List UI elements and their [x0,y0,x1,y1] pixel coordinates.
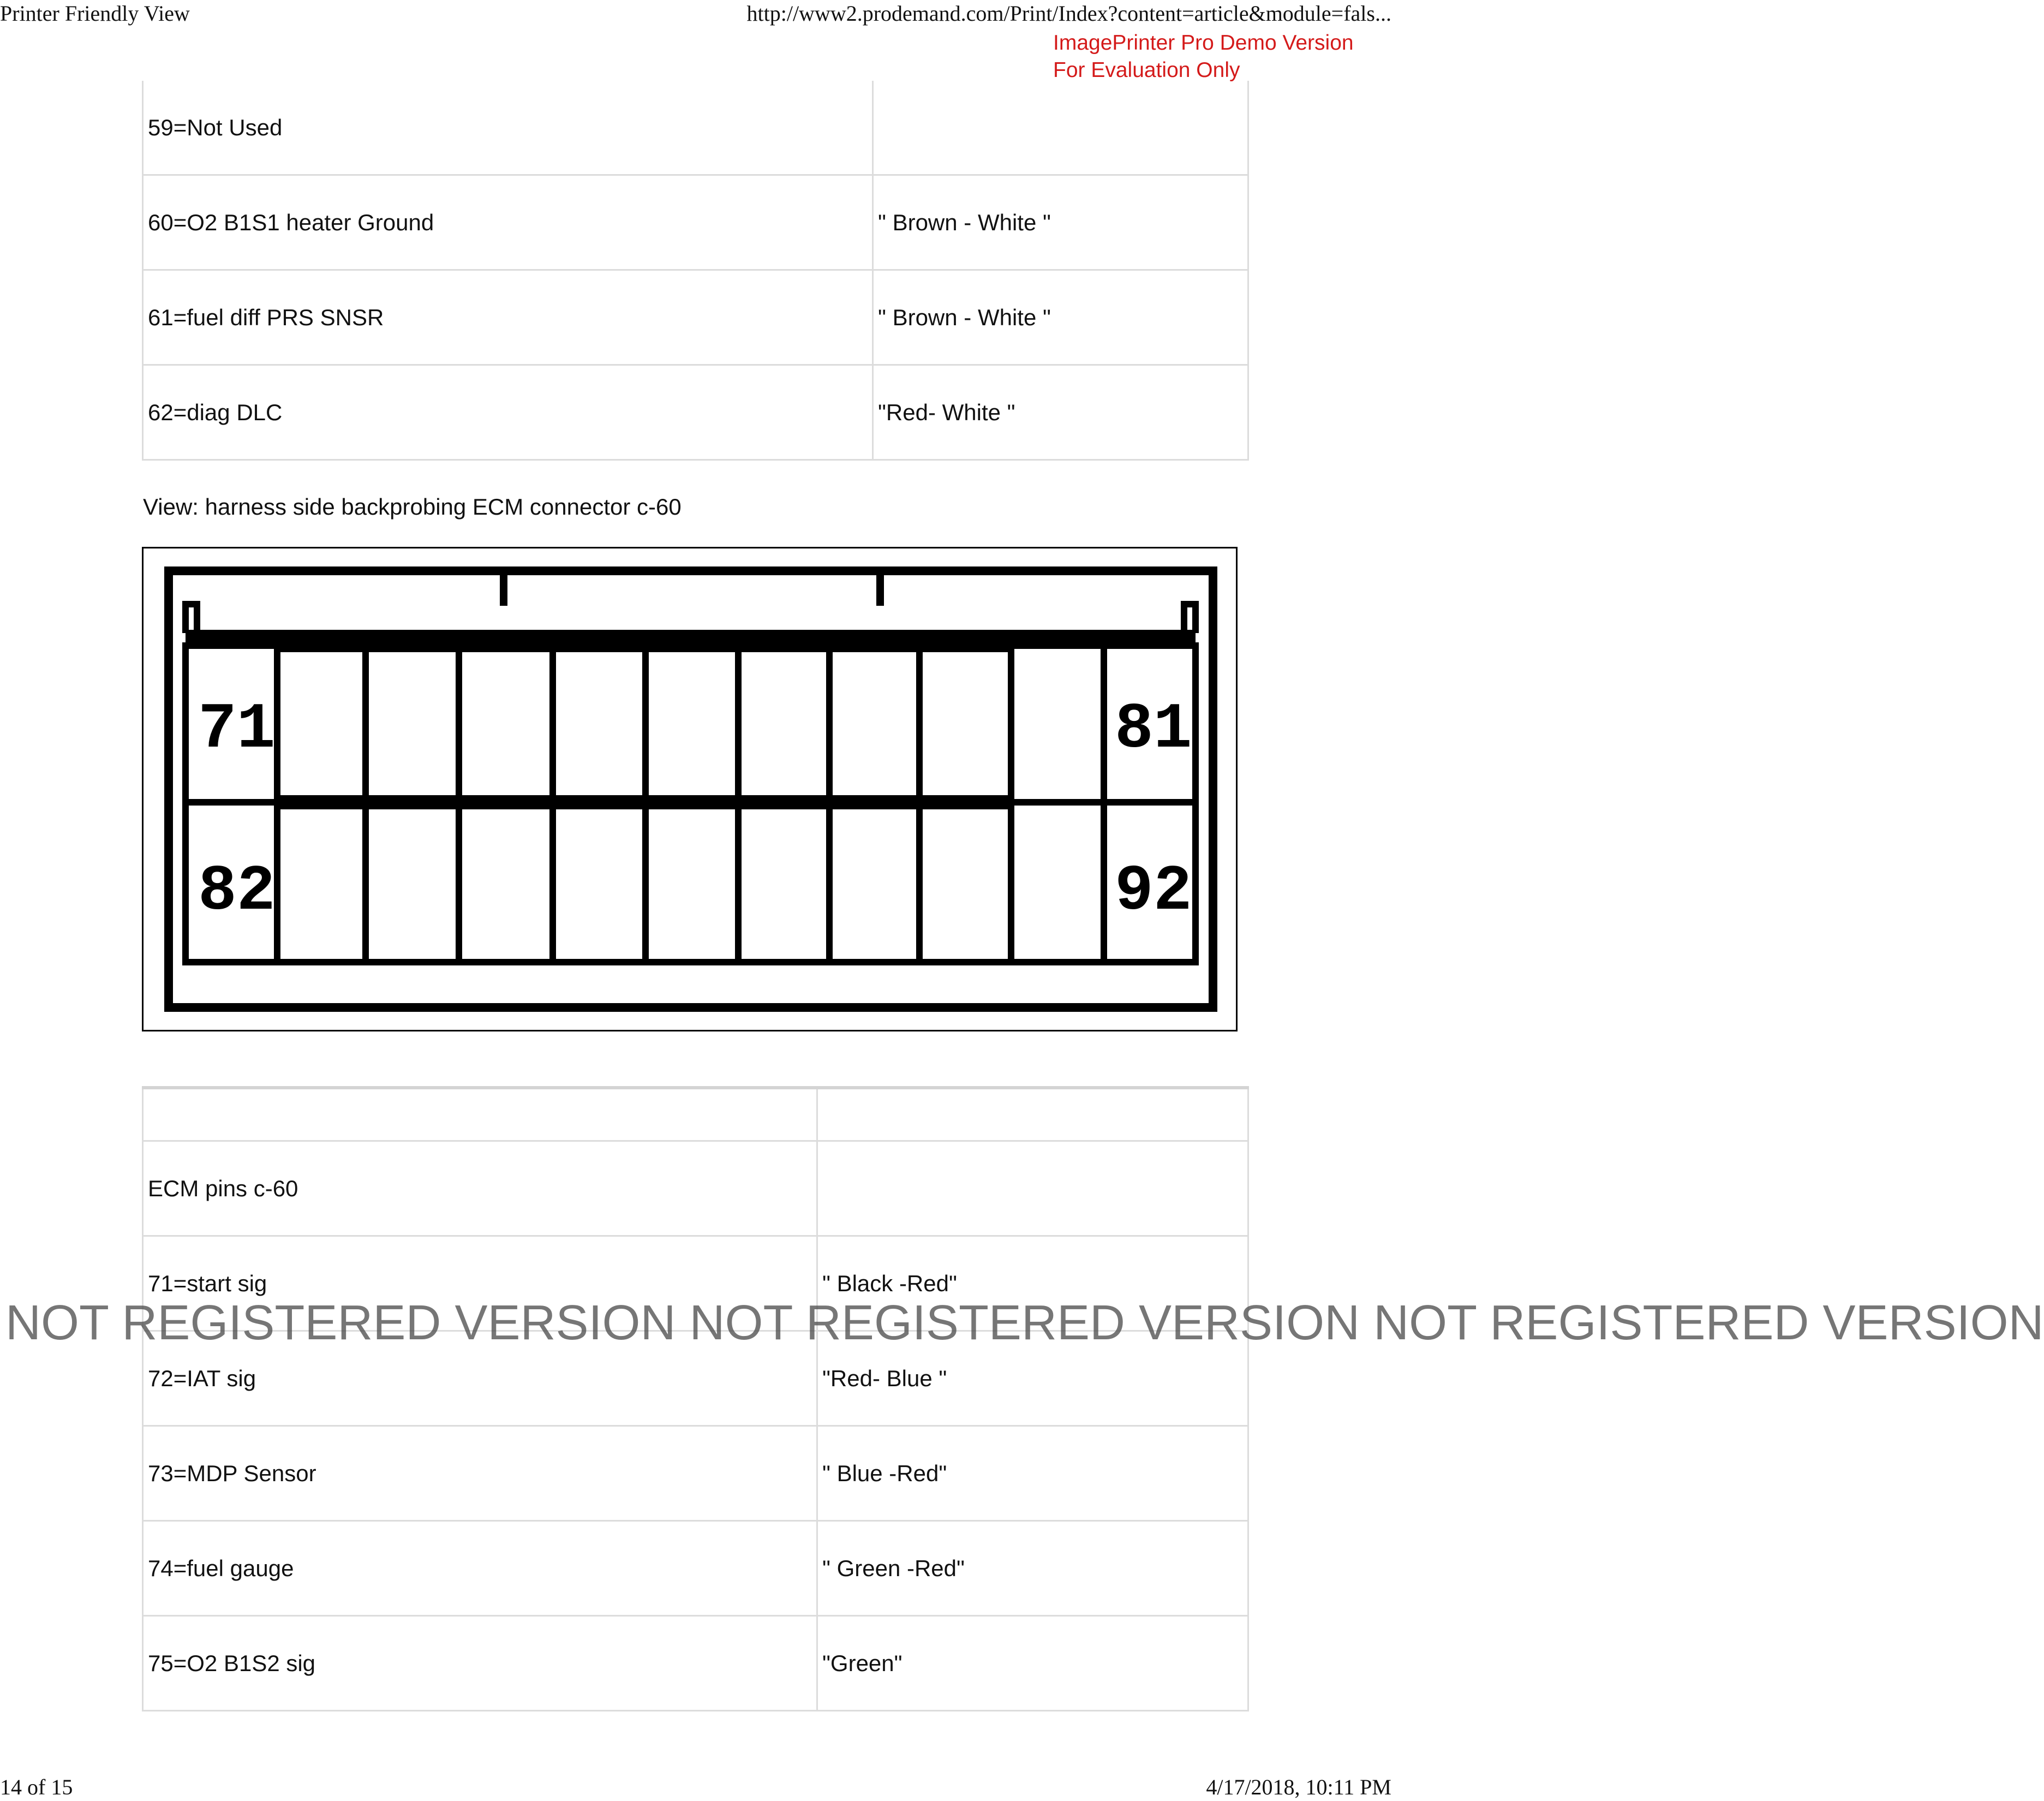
table-row [143,1141,1248,1236]
watermark-text: NOT REGISTERED VERSION NOT REGISTERED VERSION NOT REGISTERED VERSION [5,1296,2044,1350]
pin-cell: 74=fuel gauge [143,1521,817,1616]
pin-cell: 73=MDP Sensor [143,1426,817,1521]
demo-notice-line-2: For Evaluation Only [1053,58,1240,82]
wire-color-cell: "Red- Blue " [817,1331,1248,1426]
pin-cell: 72=IAT sig [143,1331,817,1426]
connector-view-caption: View: harness side backprobing ECM connector c-60 [143,494,682,520]
demo-notice-line-1: ImagePrinter Pro Demo Version [1053,31,1354,55]
latch-left [186,604,197,633]
page-footer-page-number: 14 of 15 [0,1775,73,1799]
pin-cell: 75=O2 B1S2 sig [143,1616,817,1711]
pin-cell [143,1088,817,1141]
page-footer-datetime: 4/17/2018, 10:11 PM [1206,1775,1391,1799]
pin-label-bottom-left: 82 [198,856,276,928]
wire-color-cell: " Brown - White " [873,270,1248,365]
table-row [143,175,1248,270]
wire-color-cell: " Blue -Red" [817,1426,1248,1521]
wire-color-cell [817,1141,1248,1236]
pin-cell: 59=Not Used [143,81,873,175]
wire-color-cell [873,81,1248,175]
pin-cell: 60=O2 B1S1 heater Ground [143,175,873,270]
table-row [143,270,1248,365]
wire-color-cell: " Brown - White " [873,175,1248,270]
connector-c60-drawing [144,548,1236,1030]
wire-color-cell [817,1088,1248,1141]
pin-table-lower [142,1086,1249,1711]
connector-diagram [142,547,1238,1031]
latch-right [1184,604,1196,633]
page-header-url: http://www2.prodemand.com/Print/Index?content=article&module=fals... [746,1,1391,26]
pin-cell: 62=diag DLC [143,365,873,460]
wire-color-cell: " Green -Red" [817,1521,1248,1616]
table-row [143,1088,1248,1141]
wire-color-cell: " Black -Red" [817,1236,1248,1331]
page-header-title: Printer Friendly View [0,1,190,26]
table-row [143,1521,1248,1616]
pin-label-top-left: 71 [198,694,276,766]
table-row [143,1616,1248,1711]
pin-cell: 61=fuel diff PRS SNSR [143,270,873,365]
wire-color-cell: "Red- White " [873,365,1248,460]
pin-label-top-right: 81 [1115,694,1192,766]
table-row [143,365,1248,460]
table-row [143,81,1248,175]
pin-table-upper [142,81,1249,461]
pin-cell: ECM pins c-60 [143,1141,817,1236]
wire-color-cell: "Green" [817,1616,1248,1711]
demo-notice [1053,29,1354,84]
pin-cell: 71=start sig [143,1236,817,1331]
pin-label-bottom-right: 92 [1115,856,1192,928]
connector-key [504,570,880,606]
table-row [143,1426,1248,1521]
